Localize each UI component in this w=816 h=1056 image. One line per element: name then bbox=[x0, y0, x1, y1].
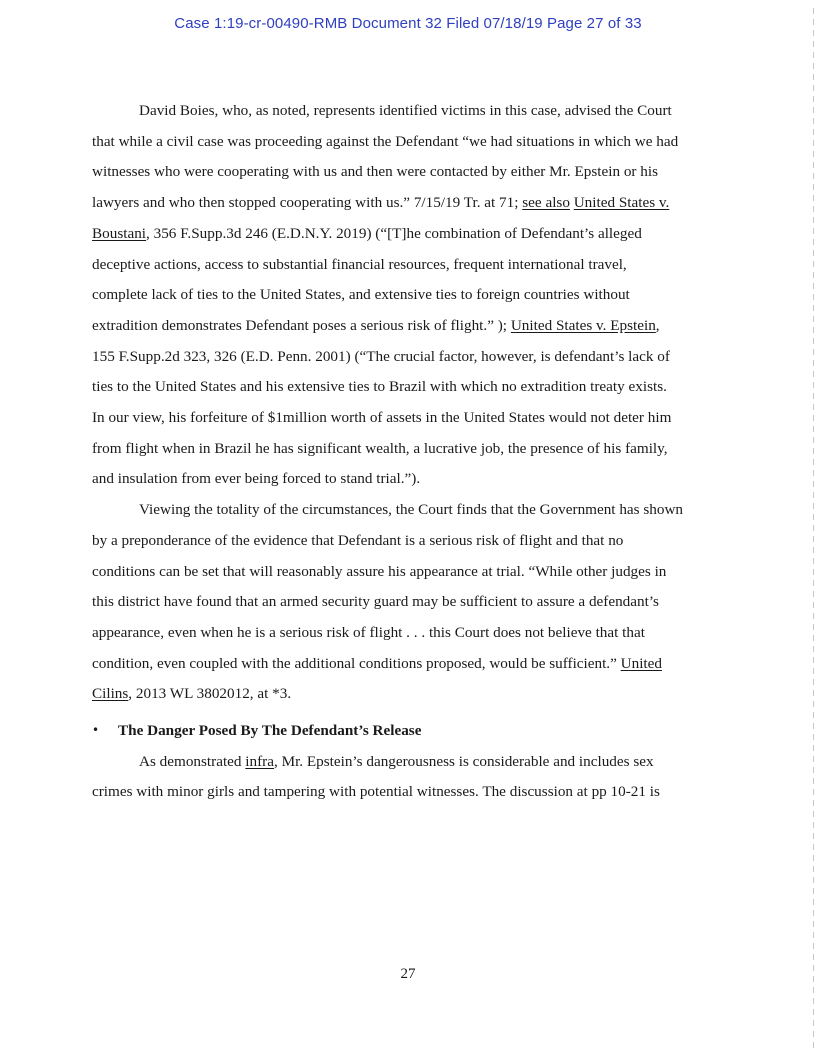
scan-edge-decoration bbox=[813, 8, 814, 1048]
paragraph-1-line bbox=[92, 219, 732, 250]
paragraph-2-line: this district have found that an armed security guard may be sufficient to assure a defendant’s bbox=[92, 593, 659, 611]
section-heading bbox=[92, 715, 732, 747]
section-heading-text: The Danger Posed By The Defendant’s Release bbox=[118, 722, 422, 740]
paragraph-1-line: In our view, his forfeiture of $1million worth of assets in the United States would not deter him bbox=[92, 409, 672, 427]
paragraph-1-line bbox=[92, 188, 732, 219]
text-run: extradition demonstrates Defendant poses a serious risk of flight.” ); bbox=[92, 316, 511, 334]
text-run: condition, even coupled with the additional conditions proposed, would be sufficient.” bbox=[92, 654, 621, 672]
bullet-icon: • bbox=[92, 723, 100, 738]
case-citation: Boustani bbox=[92, 224, 147, 242]
signal-infra: infra bbox=[245, 752, 274, 770]
paragraph-1-line: from flight when in Brazil he has significant wealth, a lucrative job, the presence of his family, bbox=[92, 439, 668, 457]
case-citation: United States v. bbox=[573, 194, 670, 212]
page-number: 27 bbox=[400, 966, 416, 982]
paragraph-3-line bbox=[92, 747, 732, 778]
case-citation: United bbox=[620, 654, 662, 672]
paragraph-2-line: by a preponderance of the evidence that Defendant is a serious risk of flight and that no bbox=[92, 531, 624, 549]
document-body bbox=[92, 96, 732, 808]
case-citation: Cilins bbox=[92, 685, 129, 703]
text-run: , bbox=[655, 316, 660, 334]
text-run: , Mr. Epstein’s dangerousness is considerable and includes sex bbox=[273, 752, 654, 770]
paragraph-1-line: deceptive actions, access to substantial financial resources, frequent international travel, bbox=[92, 255, 627, 273]
text-run: As demonstrated bbox=[139, 752, 246, 770]
paragraph-2-line bbox=[92, 679, 732, 710]
paragraph-1-line: that while a civil case was proceeding against the Defendant “we had situations in which we had bbox=[92, 132, 679, 150]
paragraph-2-line bbox=[92, 649, 732, 680]
text-run: , 356 F.Supp.3d 246 (E.D.N.Y. 2019) (“[T]he combination of Defendant’s alleged bbox=[146, 224, 642, 242]
paragraph-1-line bbox=[92, 311, 732, 342]
paragraph-1-line: witnesses who were cooperating with us and then were contacted by either Mr. Epstein or his bbox=[92, 163, 659, 181]
ecf-header: Case 1:19-cr-00490-RMB Document 32 Filed 07/18/19 Page 27 of 33 bbox=[174, 15, 642, 32]
text-run: lawyers and who then stopped cooperating with us.” 7/15/19 Tr. at 71; bbox=[92, 194, 523, 212]
paragraph-2-line: appearance, even when he is a serious risk of flight . . . this Court does not believe that that bbox=[92, 623, 645, 641]
paragraph-1-line: David Boies, who, as noted, represents identified victims in this case, advised the Court bbox=[139, 102, 672, 119]
paragraph-2-line: conditions can be set that will reasonably assure his appearance at trial. “While other judges in bbox=[92, 562, 667, 580]
case-citation: United States v. Epstein bbox=[510, 316, 656, 334]
paragraph-1-line: ties to the United States and his extensive ties to Brazil with which no extradition treaty exists. bbox=[92, 378, 667, 396]
signal-see-also: see also bbox=[522, 194, 570, 212]
paragraph-2-line: Viewing the totality of the circumstances, the Court finds that the Government has shown bbox=[139, 501, 684, 519]
text-run: , 2013 WL 3802012, at *3. bbox=[128, 685, 292, 703]
paragraph-1-line: and insulation from ever being forced to stand trial.”). bbox=[92, 470, 421, 488]
paragraph-1-line: 155 F.Supp.2d 323, 326 (E.D. Penn. 2001) (“The crucial factor, however, is defendant’s lack of bbox=[92, 347, 670, 365]
paragraph-3-line: crimes with minor girls and tampering with potential witnesses. The discussion at pp 10-21 is bbox=[92, 783, 660, 801]
paragraph-1-line: complete lack of ties to the United States, and extensive ties to foreign countries without bbox=[92, 286, 630, 304]
